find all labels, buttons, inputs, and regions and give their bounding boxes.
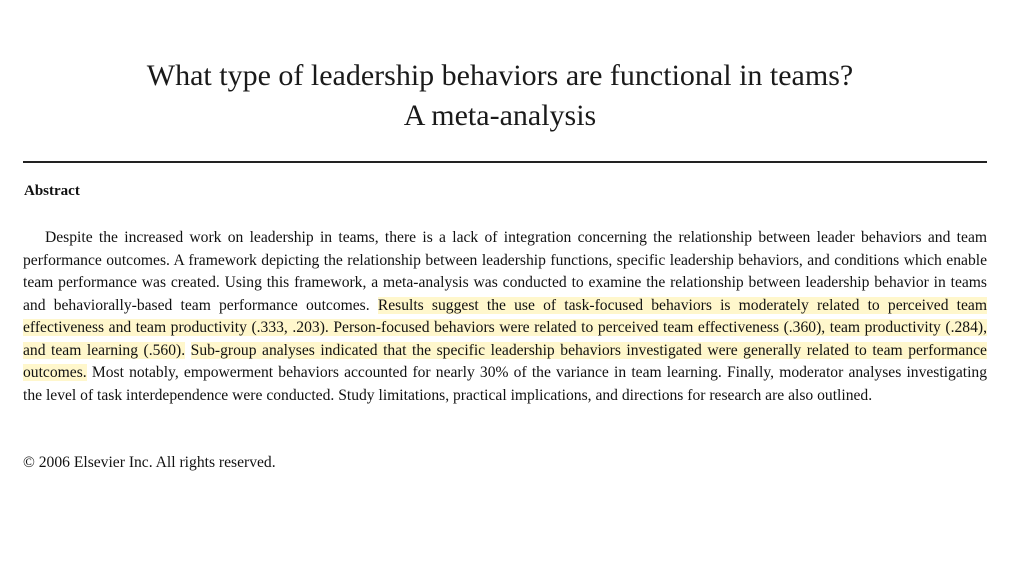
abstract-text-conclusion: Most notably, empowerment behaviors accounted for nearly 30% of the variance in team learning. Finally, moderator analyses investigating the level of task interdependence were conducted. Study limitations, practical implications, and directions for research are also outlined.	[23, 364, 987, 404]
paper-title	[0, 56, 1000, 136]
abstract-highlight-results: Results suggest the use of task-focused behaviors is moderately related to perceived team effectiveness and team productivity (.333, .203). Person-focused behaviors were related to perceived team effectiveness (.360), team productivity (.284), and team learning (.560).	[23, 296, 987, 359]
copyright-notice: © 2006 Elsevier Inc. All rights reserved.	[23, 454, 276, 471]
abstract-highlight-subgroup: Sub-group analyses indicated that the specific leadership behaviors investigated were generally related to team performance outcomes.	[23, 341, 987, 381]
paper-title-line-1: What type of leadership behaviors are functional in teams?	[146, 59, 854, 92]
title-divider	[23, 161, 987, 163]
abstract-text-intro: Despite the increased work on leadership in teams, there is a lack of integration concerning the relationship between leader behaviors and team performance outcomes. A framework depicting the relationship between leadership functions, specific leadership behaviors, and conditions which enable team performance was created. Using this framework, a meta-analysis was conducted to examine the relationship between leadership behavior in teams and behaviorally-based team performance outcomes.	[23, 229, 987, 314]
abstract-text-gap	[185, 342, 191, 359]
paper-title-line-2: A meta-analysis	[403, 99, 597, 132]
abstract-body	[23, 227, 987, 407]
abstract-heading: Abstract	[24, 183, 80, 199]
